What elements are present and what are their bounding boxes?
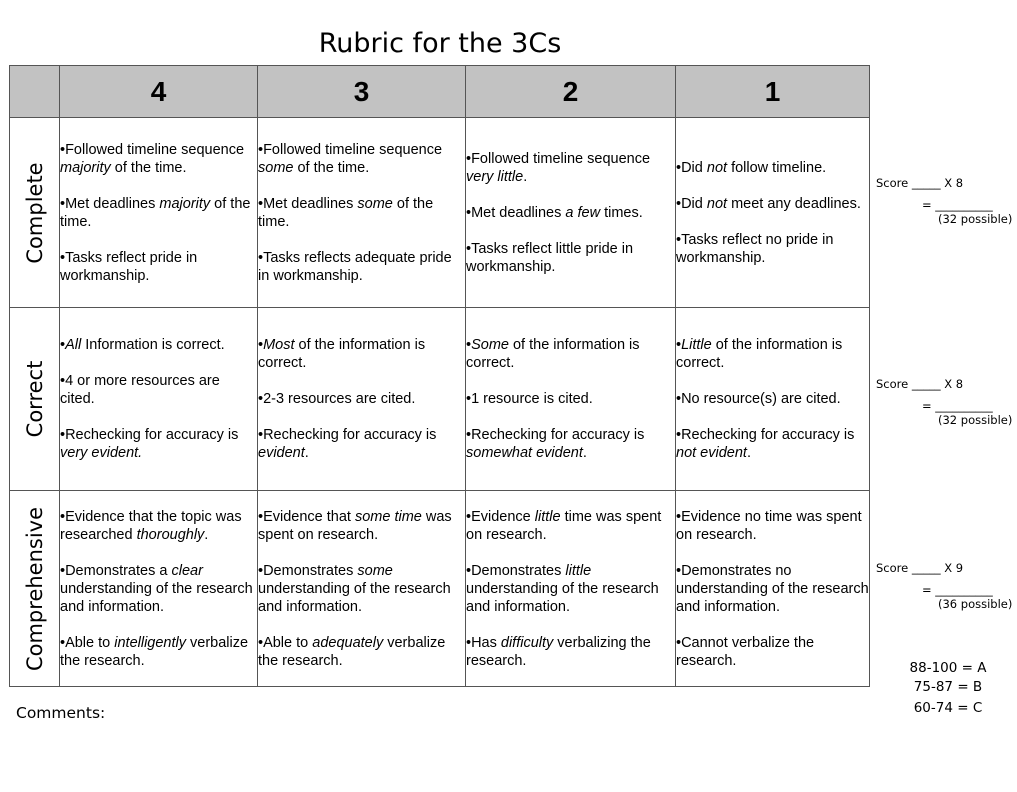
criterion-text: •1 resource is cited. [466, 391, 593, 407]
criterion-text: •Evidence that the topic was researched [60, 508, 242, 543]
score-total-line: = __________ [922, 198, 993, 212]
cell-complete-2 [466, 118, 676, 308]
emphasis-text: very evident. [60, 445, 143, 461]
criterion-bullet [258, 141, 465, 177]
comments-label: Comments: [16, 704, 106, 722]
criterion-bullet [60, 336, 257, 354]
criterion-text: •Tasks reflect little pride in workmanship. [466, 240, 634, 275]
criterion-text: •4 or more resources are cited. [60, 373, 220, 407]
criterion-text: •Rechecking for accuracy is [60, 427, 239, 443]
criterion-text: •Did [676, 159, 707, 176]
row-correct [10, 308, 870, 491]
criterion-bullet [466, 562, 675, 616]
emphasis-text: evident [258, 445, 305, 461]
emphasis-text: some time [354, 508, 422, 525]
rubric-table [9, 65, 870, 687]
score-total-line: = __________ [922, 399, 993, 413]
emphasis-text: Little [681, 337, 712, 353]
criterion-bullet [466, 204, 675, 222]
cell-complete-4 [60, 118, 258, 308]
criterion-bullet [60, 141, 257, 177]
criterion-text: was spent on research. [258, 508, 452, 543]
score-possible: (32 possible) [938, 212, 1013, 226]
criterion-bullet [466, 150, 675, 186]
emphasis-text: somewhat evident [466, 445, 583, 461]
cell-comprehensive-2 [466, 491, 676, 687]
emphasis-text: not [706, 195, 728, 212]
row-complete [10, 118, 870, 308]
criterion-bullet [466, 390, 675, 408]
cell-complete-1 [676, 118, 870, 308]
criterion-text: time was spent on research. [466, 508, 662, 543]
criterion-text: •Followed timeline sequence [258, 141, 443, 158]
header-score-4: 4 [60, 66, 258, 118]
criterion-text: Information is correct. [81, 337, 225, 353]
grade-scale-c: 60-74 = C [913, 700, 983, 716]
score-formula: Score _____ X 9 [876, 561, 964, 575]
grade-scale-a: 88-100 = A [909, 660, 987, 676]
criterion-text: . [204, 526, 209, 543]
score-possible: (36 possible) [938, 597, 1013, 611]
emphasis-text: little [534, 508, 561, 525]
row-comprehensive [10, 491, 870, 687]
criterion-text: verbalizing the research. [466, 634, 651, 669]
criterion-text: •Demonstrates [258, 562, 358, 579]
criterion-text: •Met deadlines [258, 195, 358, 212]
criterion-text: •2-3 resources are cited. [258, 391, 416, 407]
emphasis-text: intelligently [114, 634, 186, 651]
criterion-text: of the time. [60, 195, 251, 230]
header-score-2: 2 [466, 66, 676, 118]
criterion-text: of the time. [293, 159, 370, 176]
score-block-complete [876, 176, 1016, 226]
emphasis-text: All [65, 337, 82, 353]
criterion-bullet [258, 195, 465, 231]
criterion-bullet [466, 336, 675, 372]
criterion-text: •Tasks reflect no pride in workmanship. [676, 231, 834, 266]
header-score-1: 1 [676, 66, 870, 118]
criterion-bullet [60, 508, 257, 544]
criterion-text: . [523, 168, 528, 185]
criterion-bullet [676, 562, 869, 616]
header-corner [10, 66, 60, 118]
emphasis-text: Most [263, 337, 295, 353]
score-block-correct [876, 377, 1016, 427]
score-formula: Score _____ X 8 [876, 377, 964, 391]
criterion-text: •Followed timeline sequence [60, 141, 245, 158]
criterion-text: •Evidence that [258, 508, 355, 525]
criterion-text: •Evidence no time was spent on research. [676, 508, 862, 543]
criterion-bullet [258, 336, 465, 372]
criterion-text: •Evidence [466, 508, 535, 525]
emphasis-text: majority [60, 159, 111, 176]
criterion-text: •Tasks reflects adequate pride in workmanship. [258, 249, 452, 284]
criterion-text: •Met deadlines [60, 195, 160, 212]
criterion-bullet [676, 634, 869, 670]
criterion-bullet [60, 634, 257, 670]
criterion-text: understanding of the research and information. [466, 580, 659, 615]
criterion-text: understanding of the research and information. [60, 580, 253, 615]
emphasis-text: some [357, 195, 393, 212]
criterion-bullet [258, 249, 465, 285]
criterion-bullet [258, 634, 465, 670]
criterion-bullet [258, 390, 465, 408]
criterion-text: of the information is correct. [466, 337, 640, 371]
criterion-text: verbalize the research. [258, 634, 446, 669]
row-label-correct: Correct [10, 308, 60, 491]
criterion-bullet [60, 426, 257, 462]
criterion-text: •Demonstrates [466, 562, 566, 579]
emphasis-text: majority [159, 195, 211, 212]
score-block-comprehensive [876, 561, 1016, 611]
criterion-text: of the time. [110, 159, 187, 176]
criterion-text: verbalize the research. [60, 634, 249, 669]
criterion-bullet [676, 426, 869, 462]
score-total-line: = __________ [922, 583, 993, 597]
emphasis-text: difficulty [500, 634, 554, 651]
cell-comprehensive-1 [676, 491, 870, 687]
criterion-bullet [466, 634, 675, 670]
criterion-bullet [466, 508, 675, 544]
criterion-text: •Followed timeline sequence [466, 150, 651, 167]
emphasis-text: clear [171, 562, 203, 579]
criterion-text: • [258, 337, 264, 353]
criterion-text: •Demonstrates a [60, 562, 172, 579]
cell-correct-4 [60, 308, 258, 491]
criterion-text: •Did [676, 195, 707, 212]
criterion-bullet [258, 562, 465, 616]
criterion-bullet [676, 231, 869, 267]
criterion-bullet [676, 508, 869, 544]
criterion-text: •Demonstrates no understanding of the research and information. [676, 562, 869, 615]
emphasis-text: a few [565, 204, 601, 221]
criterion-text: •Cannot verbalize the research. [676, 634, 815, 669]
criterion-text: . [746, 445, 751, 461]
emphasis-text: little [565, 562, 592, 579]
cell-comprehensive-4 [60, 491, 258, 687]
row-label-comprehensive: Comprehensive [10, 491, 60, 687]
criterion-text: . [582, 445, 587, 461]
criterion-text: •Rechecking for accuracy is [466, 427, 645, 443]
criterion-bullet [466, 426, 675, 462]
cell-correct-2 [466, 308, 676, 491]
emphasis-text: not evident [676, 445, 747, 461]
criterion-text: of the information is correct. [676, 337, 843, 371]
cell-comprehensive-3 [258, 491, 466, 687]
criterion-bullet [60, 195, 257, 231]
emphasis-text: some [258, 159, 294, 176]
cell-complete-3 [258, 118, 466, 308]
emphasis-text: not [706, 159, 728, 176]
emphasis-text: Some [471, 337, 509, 353]
criterion-bullet [676, 159, 869, 177]
criterion-text: •Tasks reflect pride in workmanship. [60, 249, 198, 284]
criterion-text: . [304, 445, 309, 461]
criterion-text: of the time. [258, 195, 434, 230]
criterion-text: follow timeline. [727, 159, 827, 176]
cell-correct-1 [676, 308, 870, 491]
criterion-text: •Rechecking for accuracy is [676, 427, 855, 443]
emphasis-text: very little [466, 168, 524, 185]
header-row [10, 66, 870, 118]
criterion-bullet [466, 240, 675, 276]
criterion-bullet [60, 562, 257, 616]
score-formula: Score _____ X 8 [876, 176, 964, 190]
criterion-text: meet any deadlines. [727, 195, 861, 212]
criterion-text: •Met deadlines [466, 204, 566, 221]
criterion-bullet [258, 508, 465, 544]
criterion-text: •No resource(s) are cited. [676, 391, 841, 407]
criterion-bullet [676, 195, 869, 213]
criterion-text: • [60, 337, 66, 353]
criterion-bullet [676, 336, 869, 372]
page-title: Rubric for the 3Cs [318, 28, 562, 59]
criterion-bullet [676, 390, 869, 408]
criterion-text: •Able to [258, 634, 313, 651]
row-label-complete: Complete [10, 118, 60, 308]
emphasis-text: adequately [312, 634, 384, 651]
criterion-bullet [60, 249, 257, 285]
grade-scale-b: 75-87 = B [913, 679, 983, 695]
criterion-text: •Able to [60, 634, 115, 651]
header-score-3: 3 [258, 66, 466, 118]
criterion-text: understanding of the research and information. [258, 580, 451, 615]
cell-correct-3 [258, 308, 466, 491]
criterion-text: of the information is correct. [258, 337, 426, 371]
criterion-bullet [60, 372, 257, 408]
criterion-text: times. [600, 204, 643, 221]
criterion-text: •Rechecking for accuracy is [258, 427, 437, 443]
score-possible: (32 possible) [938, 413, 1013, 427]
emphasis-text: some [357, 562, 393, 579]
criterion-text: •Has [466, 634, 501, 651]
criterion-bullet [258, 426, 465, 462]
emphasis-text: thoroughly [136, 526, 205, 543]
criterion-text: • [676, 337, 682, 353]
criterion-text: • [466, 337, 472, 353]
